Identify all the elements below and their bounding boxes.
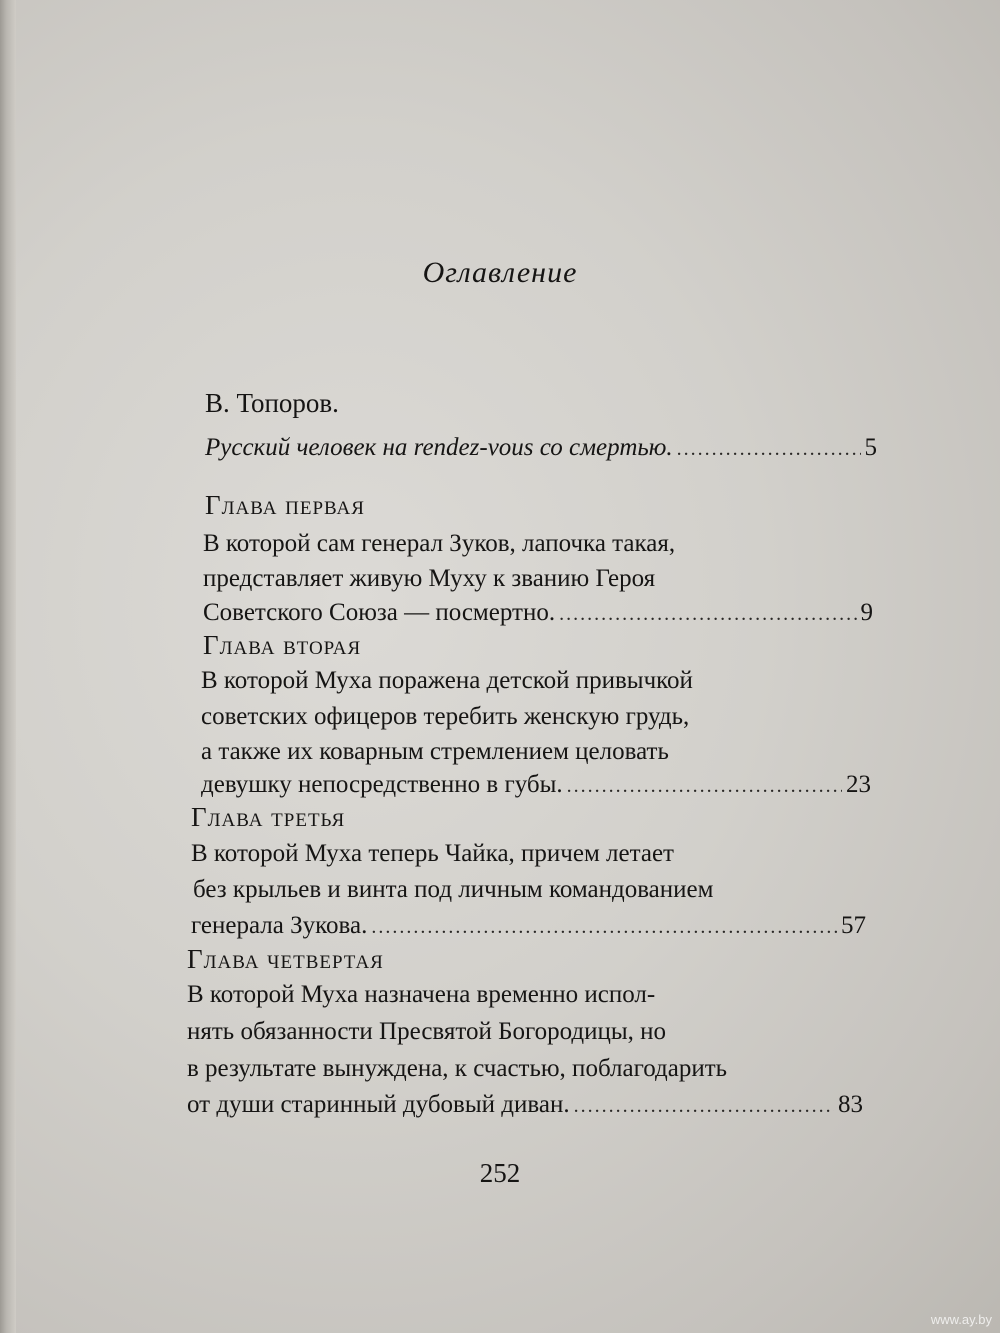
chapter-description-line: девушку непосредственно в губы. bbox=[201, 771, 563, 798]
chapter-heading: Глава первая bbox=[205, 490, 365, 520]
chapter-description-line: В которой Муха назначена временно испол- bbox=[187, 981, 656, 1008]
preface-author: В. Топоров. bbox=[205, 388, 339, 418]
chapter-description-line: генерала Зукова. bbox=[191, 912, 368, 939]
page-ref: 23 bbox=[846, 771, 871, 798]
chapter-entry-last-line bbox=[203, 599, 873, 627]
chapter-heading: Глава третья bbox=[191, 802, 346, 832]
chapter-heading: Глава четвертая bbox=[187, 944, 384, 974]
dot-leader bbox=[574, 1095, 834, 1118]
dot-leader bbox=[677, 438, 861, 461]
toc-title: Оглавление bbox=[422, 256, 578, 289]
chapter-description-line: В которой Муха теперь Чайка, причем летает bbox=[191, 840, 674, 867]
preface-title: Русский человек на rendez-vous со смертью. bbox=[205, 434, 673, 461]
dot-leader bbox=[567, 775, 842, 798]
chapter-description-line: в результате вынуждена, к счастью, поблагодарить bbox=[187, 1055, 728, 1082]
watermark-logo: www.ay.by bbox=[930, 1312, 992, 1327]
dot-leader bbox=[371, 916, 837, 939]
chapter-heading: Глава вторая bbox=[203, 630, 362, 660]
chapter-entry-last-line bbox=[201, 771, 871, 799]
chapter-description-line: В которой Муха поражена детской привычкой bbox=[201, 667, 693, 694]
chapter-entry-last-line bbox=[191, 912, 866, 940]
chapter-description-line: без крыльев и винта под личным командованием bbox=[193, 876, 714, 903]
preface-entry bbox=[205, 434, 877, 462]
page-ref: 83 bbox=[838, 1091, 863, 1118]
chapter-description-line: от души старинный дубовый диван. bbox=[187, 1091, 570, 1118]
chapter-description-line: советских офицеров теребить женскую грудь, bbox=[201, 703, 690, 730]
chapter-description-line: Советского Союза — посмертно. bbox=[203, 599, 556, 626]
page-ref: 5 bbox=[864, 434, 877, 461]
page-ref: 57 bbox=[841, 912, 866, 939]
chapter-description-line: В которой сам генерал Зуков, лапочка такая, bbox=[203, 530, 676, 557]
chapter-entry-last-line bbox=[187, 1091, 863, 1119]
dot-leader bbox=[559, 603, 856, 626]
chapter-description-line: нять обязанности Пресвятой Богородицы, но bbox=[187, 1018, 667, 1045]
page-number: 252 bbox=[479, 1158, 521, 1188]
chapter-description-line: а также их коварным стремлением целовать bbox=[201, 738, 669, 765]
chapter-description-line: представляет живую Муху к званию Героя bbox=[203, 565, 656, 592]
page-ref: 9 bbox=[860, 599, 873, 626]
